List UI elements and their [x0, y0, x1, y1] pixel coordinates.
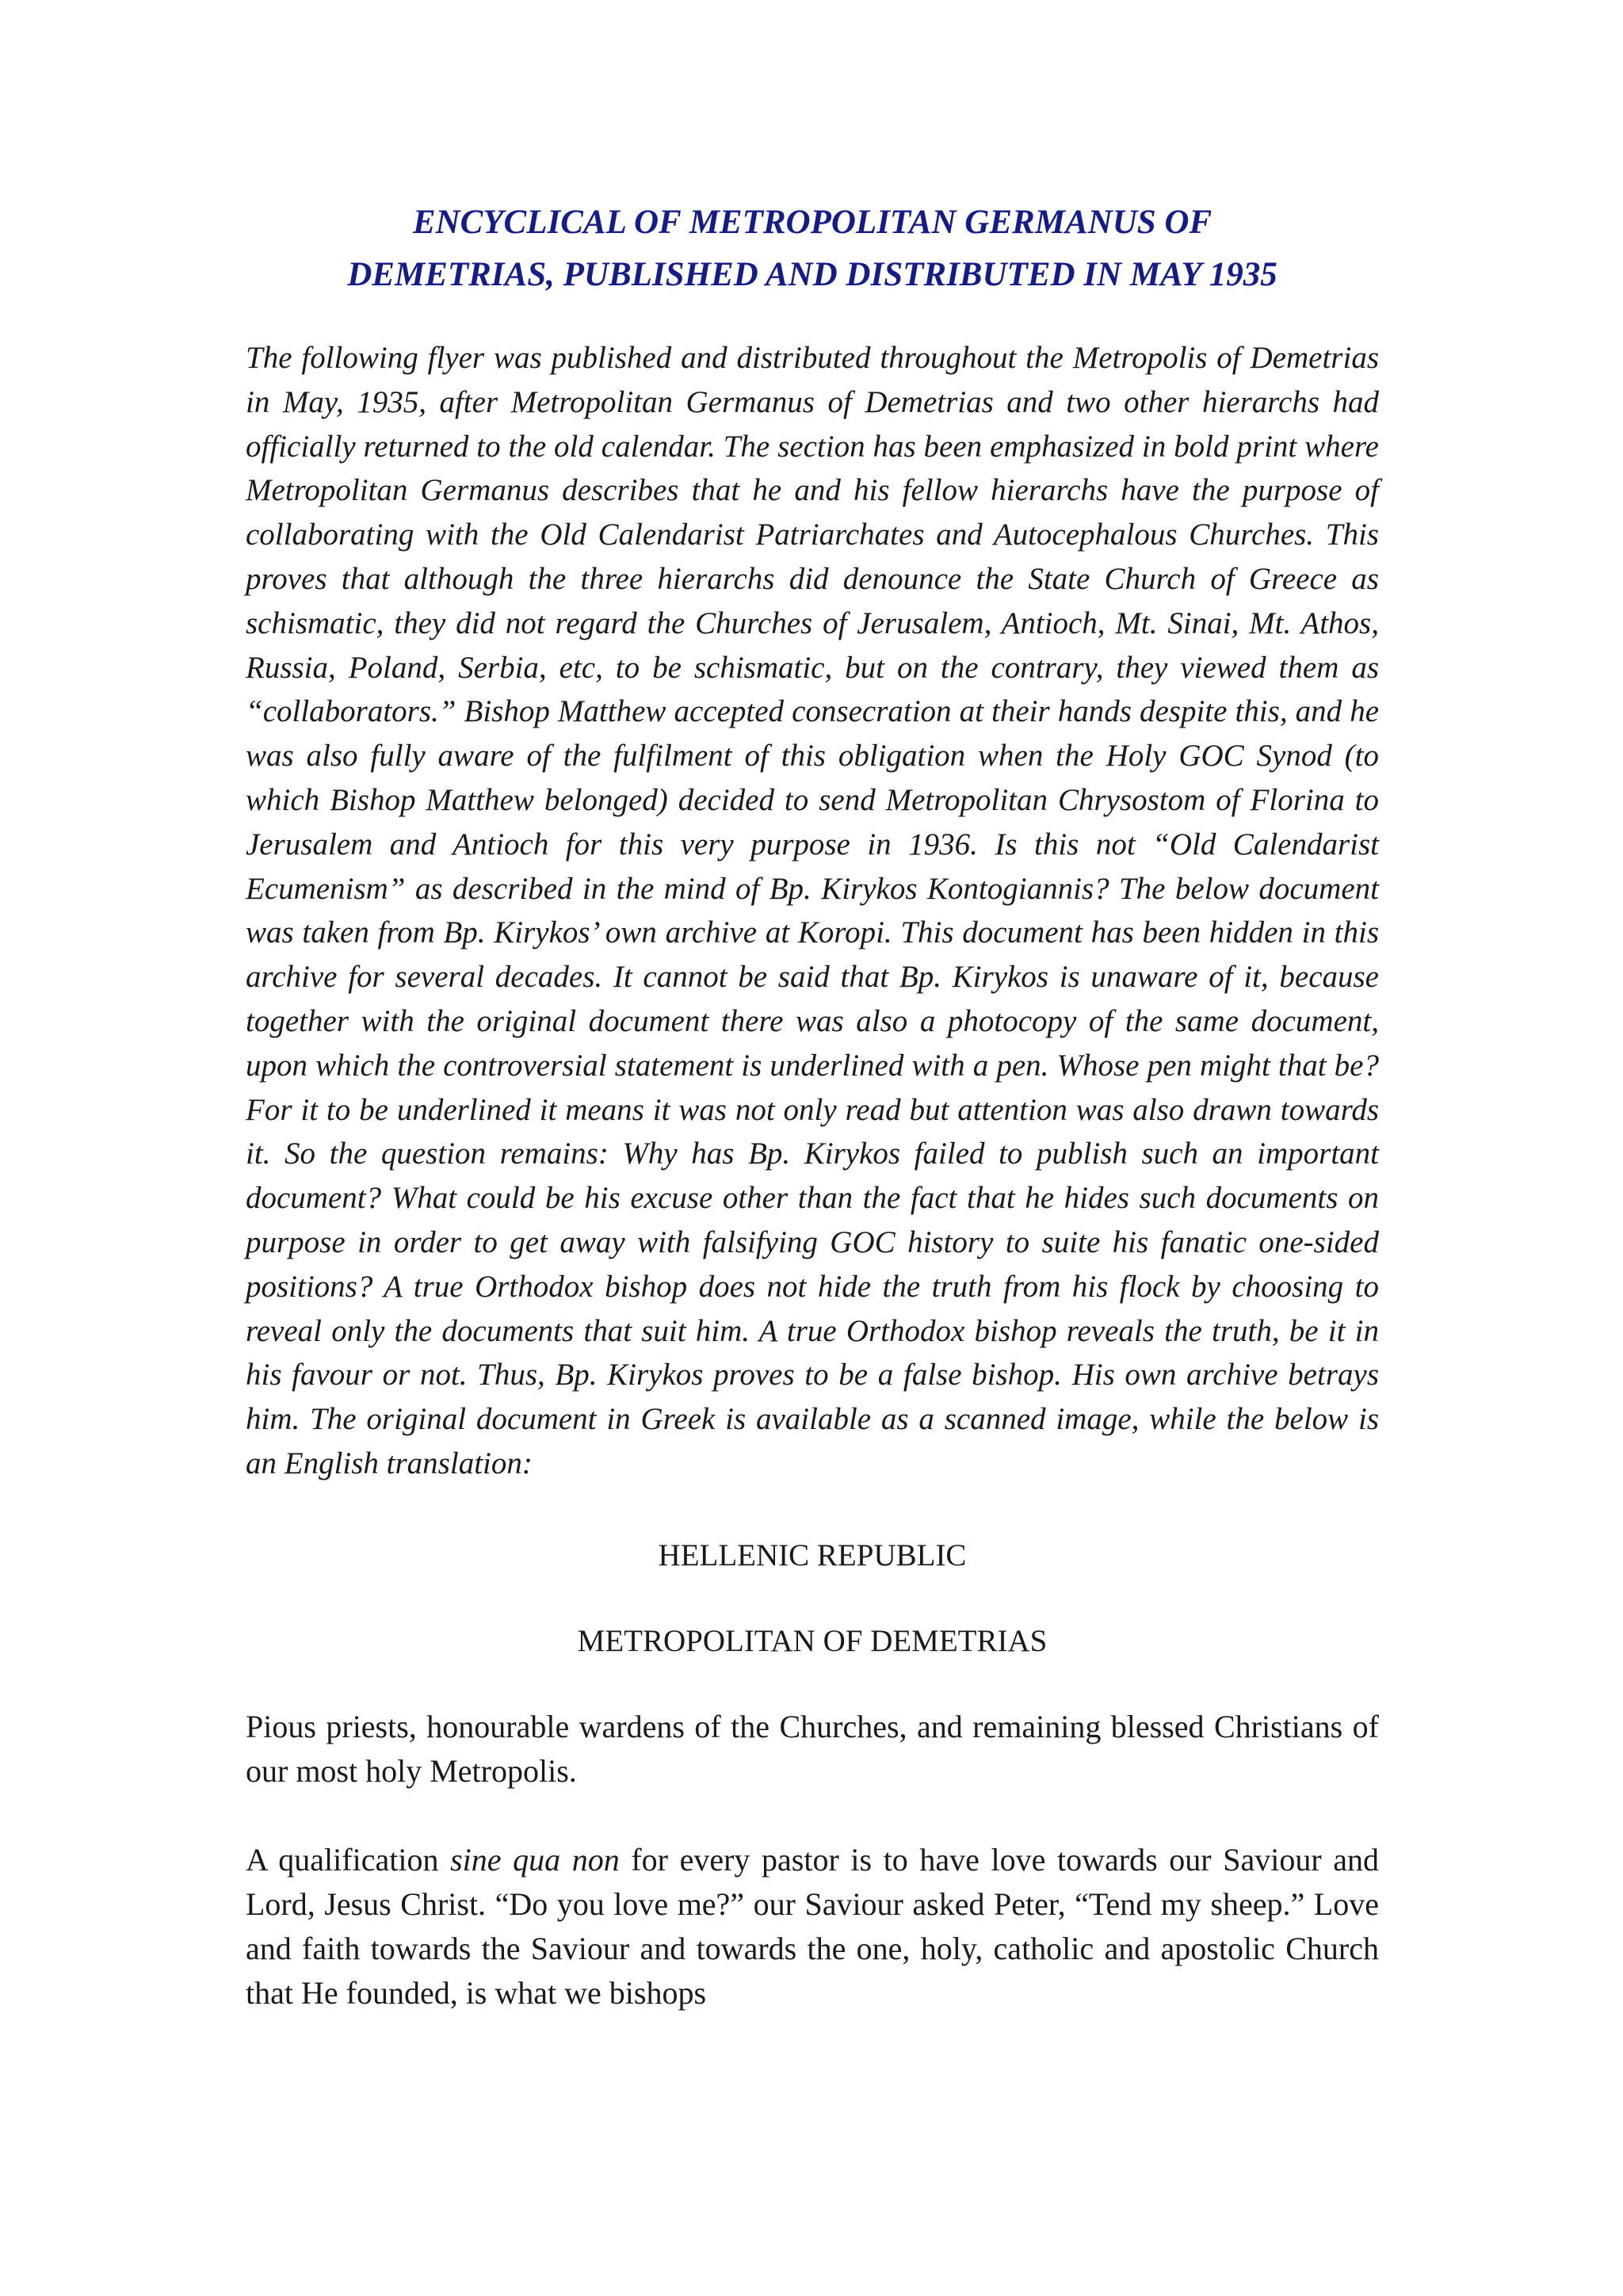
body-paragraph	[246, 1838, 1379, 2015]
body-text-start: A qualification	[246, 1841, 451, 1878]
greeting-paragraph: Pious priests, honourable wardens of the Churches, and remaining blessed Christians of our most holy Metropolis.	[246, 1708, 1379, 1789]
body-text-rest: for every pastor is to have love towards our Saviour and Lord, Jesus Christ. “Do you love me?” our Saviour asked Peter, “Tend my sheep.” Love and faith towards the Saviour and towards the one, holy, catholic and apostolic Church that He founded, is what we bishops	[246, 1841, 1380, 2011]
heading-metropolitan: METROPOLITAN OF DEMETRIAS	[577, 1623, 1048, 1658]
latin-phrase: sine qua non	[450, 1841, 620, 1878]
title-line-1: ENCYCLICAL OF METROPOLITAN GERMANUS OF	[412, 204, 1212, 241]
document-page	[246, 197, 1379, 2015]
title-line-2: DEMETRIAS, PUBLISHED AND DISTRIBUTED IN MAY 1935	[347, 256, 1277, 293]
heading-hellenic-republic: HELLENIC REPUBLIC	[658, 1538, 967, 1572]
intro-paragraph: The following flyer was published and distributed throughout the Metropolis of Demetrias in May, 1935, after Metropolitan Germanus of Demetrias and two other hierarchs had officially returned to the old calendar. The section has been emphasized in bold print where Metropolitan Germanus describes that he and his fellow hierarchs have the purpose of collaborating with the Old Calendarist Patriarchates and Autocephalous Churches. This proves that although the three hierarchs did denounce the State Church of Greece as schismatic, they did not regard the Churches of Jerusalem, Antioch, Mt. Sinai, Mt. Athos, Russia, Poland, Serbia, etc, to be schismatic, but on the contrary, they viewed them as “collaborators.” Bishop Matthew accepted consecration at their hands despite this, and he was also fully aware of the fulfilment of this obligation when the Holy GOC Synod (to which Bishop Matthew belonged) decided to send Metropolitan Chrysostom of Florina to Jerusalem and Antioch for this very purpose in 1936. Is this not “Old Calendarist Ecumenism” as described in the mind of Bp. Kirykos Kontogiannis? The below document was taken from Bp. Kirykos’ own archive at Koropi. This document has been hidden in this archive for several decades. It cannot be said that Bp. Kirykos is unaware of it, because together with the original document there was also a photocopy of the same document, upon which the controversial statement is underlined with a pen. Whose pen might that be? For it to be underlined it means it was not only read but attention was also drawn towards it. So the question remains: Why has Bp. Kirykos failed to publish such an important document? What could be his excuse other than the fact that he hides such documents on purpose in order to get away with falsifying GOC history to suite his fanatic one-sided positions? A true Orthodox bishop does not hide the truth from his flock by choosing to reveal only the documents that suit him. A true Orthodox bishop reveals the truth, be it in his favour or not. Thus, Bp. Kirykos proves to be a false bishop. His own archive betrays him. The original document in Greek is available as a scanned image, while the below is an English translation:	[246, 341, 1379, 1480]
document-title	[246, 197, 1379, 301]
